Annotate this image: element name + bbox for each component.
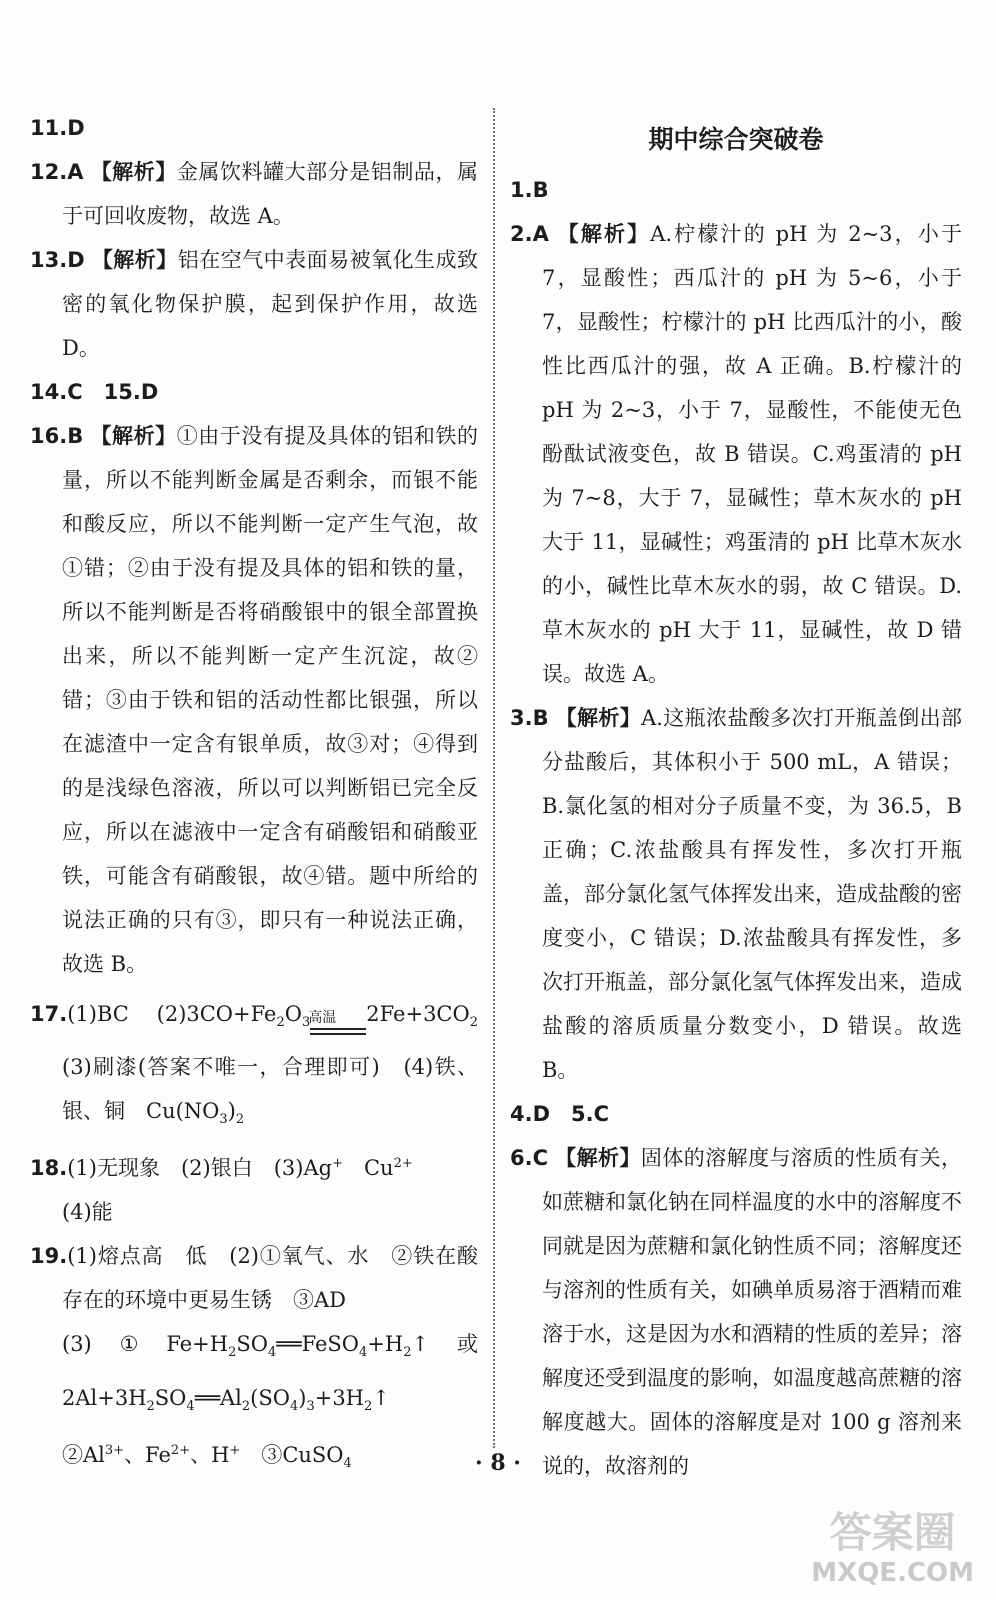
watermark-logo: 答案圈 MXQE.COM [811,1508,974,1588]
answer-1: 1.B [510,178,549,202]
page-number: · 8 · [475,1450,521,1476]
answer-14-15: 14.C 15.D [30,380,159,404]
answer-13: 13.D 【解析】铝在空气中表面易被氧化生成致密的氧化物保护膜，起到保护作用，故选 D。 [30,247,479,360]
answer-2: 2.A 【解析】A.柠檬汁的 pH 为 2~3，小于 7，显酸性；西瓜汁的 pH 为 5~6，小于 7，显酸性；柠檬汁的 pH 比西瓜汁的小，酸性比西瓜汁的强，故 A 正确。B.柠檬汁的 pH 为 2~3，小于 7，显酸性，不能使无色酚酞试液变色，故 B 错误。C.鸡蛋清的 pH 为 7~8，大于 7，显碱性；草木灰水的 pH 大于 11，显碱性；鸡蛋清的 pH 比草木灰水的小，碱性比草木灰水的弱，故 C 错误。D.草木灰水的 pH 大于 11，显碱性，故 D 错误。故选 A。 [510,221,962,686]
answer-17: 17.(1)BC $(2)3CO+Fe_2O_3$ 高温 $2Fe+3CO_2$ (3)刷漆(答案不唯一，合理即可) (4)铁、银、铜 $Cu(NO_3)_2$ [30,1002,478,1128]
equation-17: (1)BC $(2)3CO+Fe_2O_3$ 高温 $2Fe+3CO_2$ [67,1002,478,1026]
answer-4-5: 4.D 5.C [510,1102,610,1126]
answer-18: 18.(1)无现象 (2)银白 (3)Ag+ $Cu^{2+}$ (4)能 [30,1156,413,1225]
answer-19: 19.(1)熔点高 低 (2)①氧气、水 ②铁在酸存在的环境中更易生锈 ③AD $(3)①Fe+H_2SO_4══FeSO_4+H_2↑$或 $2Al+3H_2SO_4══Al_2(SO_4)_3+3H_2↑$ $②Al^{3+}$、$Fe^{2+}$、H+ ③CuSO$_4$ [30,1244,478,1471]
right-column [510,106,962,1488]
left-column [30,106,478,1486]
answer-3: 3.B 【解析】A.这瓶浓盐酸多次打开瓶盖倒出部分盐酸后，其体积小于 500 mL，A 错误；B.氯化氢的相对分子质量不变，为 36.5，B 正确；C.浓盐酸具有挥发性，多次打开瓶盖，部分氯化氢气体挥发出来，造成盐酸的密度变小，C 错误；D.浓盐酸具有挥发性，多次打开瓶盖，部分氯化氢气体挥发出来，造成盐酸的溶质质量分数变小，D 错误。故选 B。 [510,705,963,1082]
answer-6: 6.C 【解析】固体的溶解度与溶质的性质有关，如蔗糖和氯化钠在同样温度的水中的溶解度不同就是因为蔗糖和氯化钠性质不同；溶解度还与溶剂的性质有关，如碘单质易溶于酒精而难溶于水，这是因为水和酒精的性质的差异；溶解度还受到温度的影响，如温度越高蔗糖的溶解度越大。固体的溶解度是对 100 g 溶剂来说的，故溶剂的 [510,1145,963,1478]
answer-11: 11.D [30,116,85,140]
answer-16: 16.B 【解析】①由于没有提及具体的铝和铁的量，所以不能判断金属是否剩余，而银不能和酸反应，所以不能判断一定产生气泡，故①错；②由于没有提及具体的铝和铁的量，所以不能判断是否将硝酸银中的银全部置换出来，所以不能判断一定产生沉淀，故②错；③由于铁和铝的活动性都比银强，所以在滤渣中一定含有银单质，故③对；④得到的是浅绿色溶液，所以可以判断铝已完全反应，所以在滤液中一定含有硝酸铝和硝酸亚铁，可能含有硝酸银，故④错。题中所给的说法正确的只有③，即只有一种说法正确，故选 B。 [30,423,479,976]
reaction-condition: 高温 [310,1008,366,1045]
answer-12: 12.A 【解析】金属饮料罐大部分是铝制品，属于可回收废物，故选 A。 [30,159,478,228]
equation-19: $(3)①Fe+H_2SO_4══FeSO_4+H_2$ [62,1332,412,1361]
section-title: 期中综合突破卷 [648,125,824,154]
column-divider [493,108,495,1448]
